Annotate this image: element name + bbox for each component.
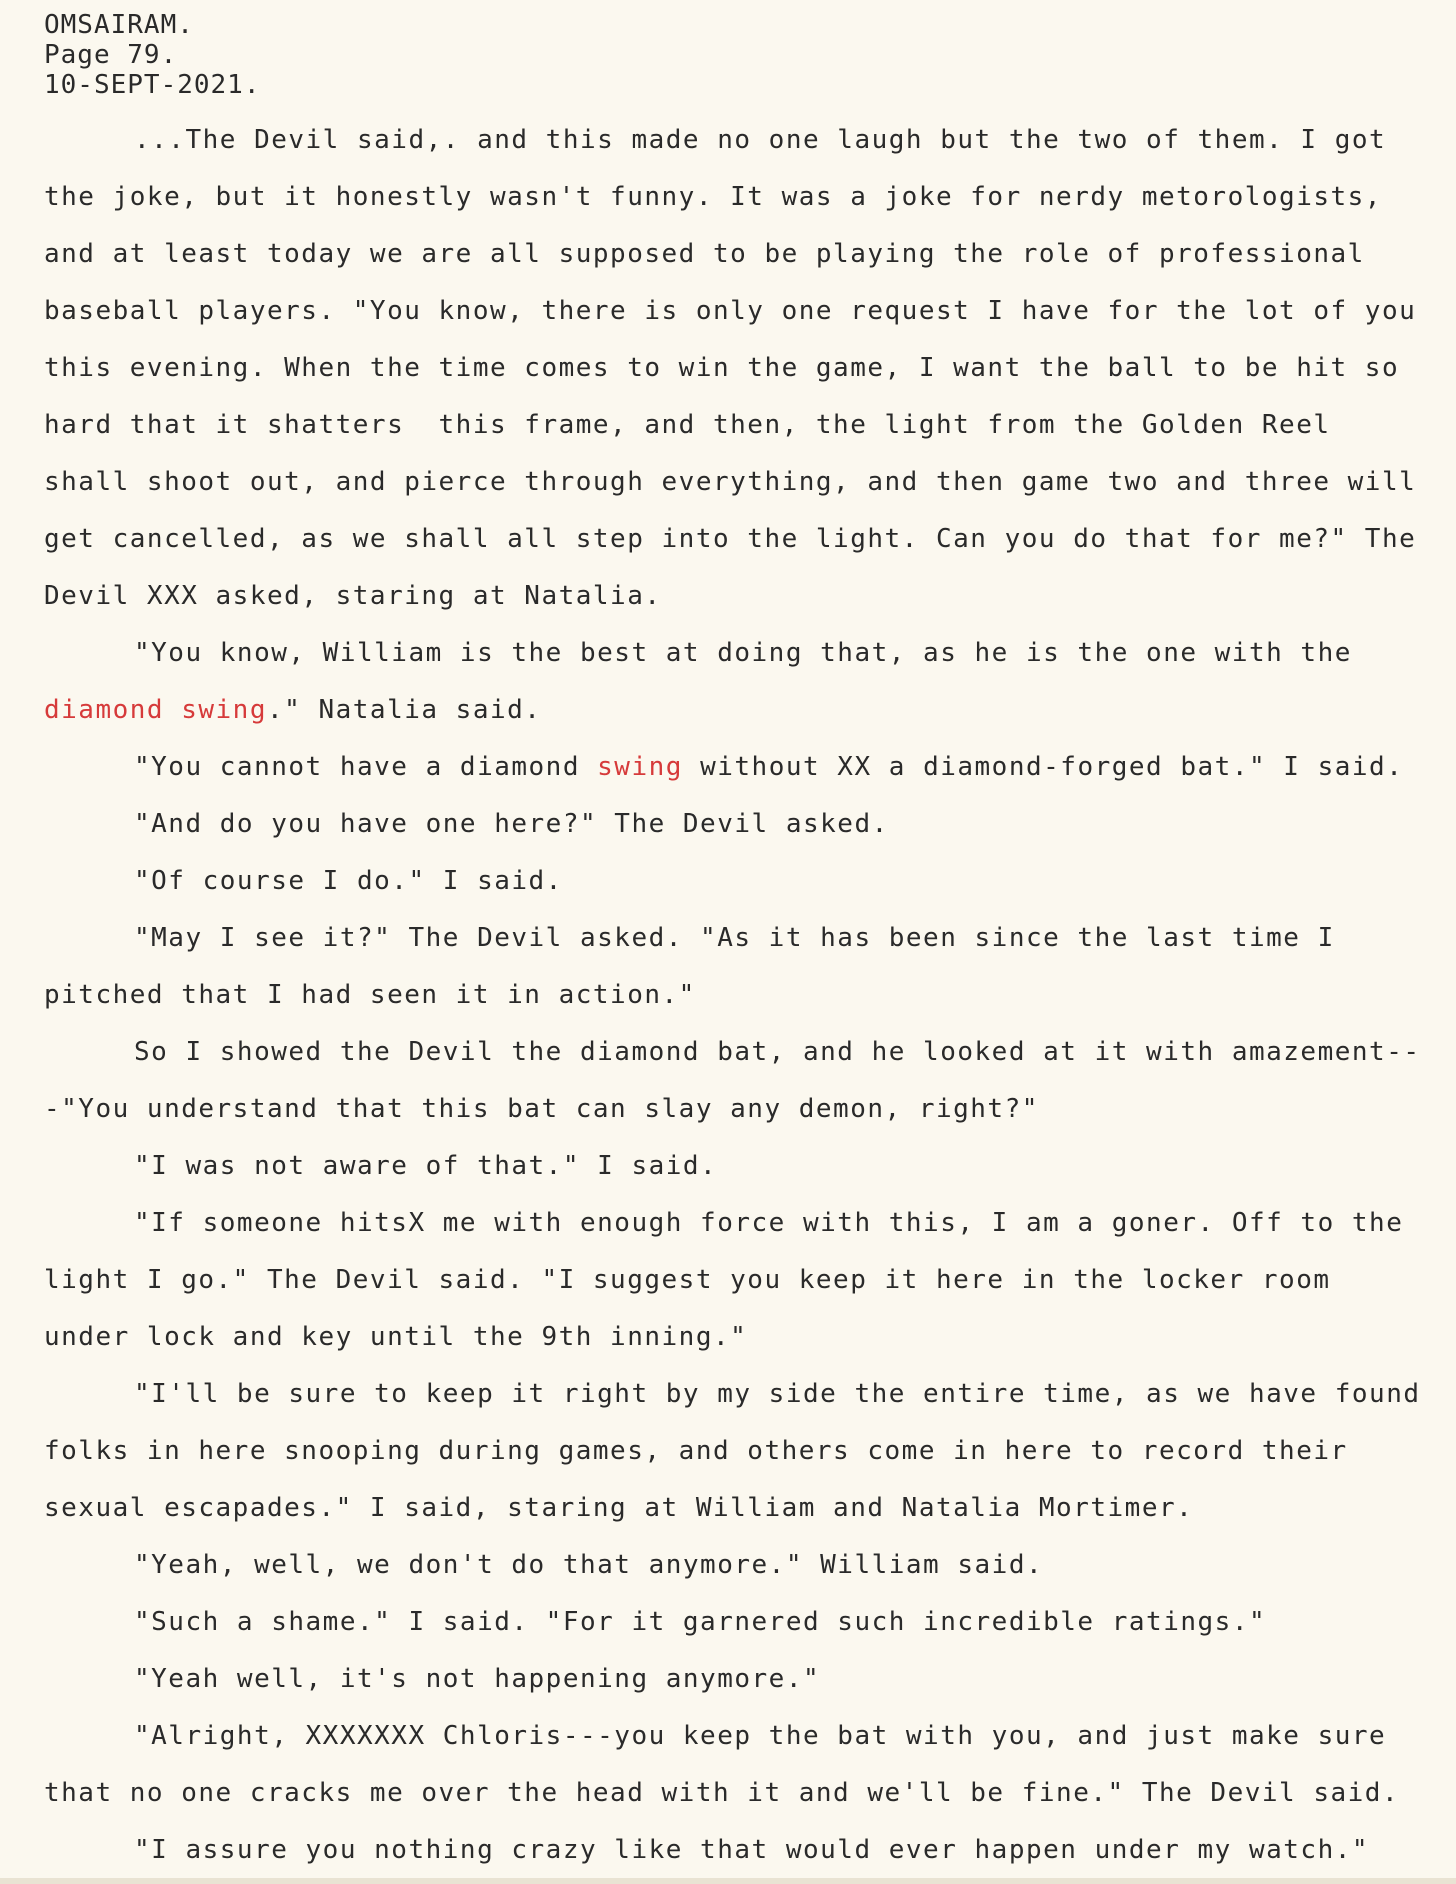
red-text-segment: diamond swing <box>44 695 267 725</box>
paragraph <box>44 1822 1424 1879</box>
text-segment: "May I see it?" The Devil asked. "As it has been since the last time I pitched that I had seen it in action." <box>44 923 1352 1010</box>
paragraph <box>44 1195 1424 1366</box>
text-segment: "And do you have one here?" The Devil asked. <box>134 809 889 839</box>
paragraph <box>44 739 1424 796</box>
paragraph <box>44 1651 1424 1708</box>
text-segment: without XX a diamond-forged bat." I said. <box>682 752 1404 782</box>
header-line-om-sairam: OMSAIRAM. <box>44 10 194 40</box>
text-segment: "I was not aware of that." I said. <box>134 1151 718 1181</box>
red-text-segment: swing <box>597 752 683 782</box>
paragraph <box>44 112 1434 625</box>
text-segment: "I'll be sure to keep it right by my side the entire time, as we have found folks in here snooping during games, and others come in here to record their sexual escapades." I said, staring at William and Natalia Mortimer. <box>44 1379 1438 1523</box>
text-segment: "Of course I do." I said. <box>134 866 563 896</box>
text-segment: So I showed the Devil the diamond bat, and he looked at it with amazement---"You understand that this bat can slay any demon, right?" <box>44 1037 1421 1124</box>
text-segment: "I assure you nothing crazy like that would ever happen under my watch." <box>134 1835 1370 1865</box>
paragraph <box>44 853 1424 910</box>
text-segment: "Such a shame." I said. "For it garnered such incredible ratings." <box>134 1607 1267 1637</box>
paragraph <box>44 1024 1424 1138</box>
text-segment: ...The Devil said,. and this made no one laugh but the two of them. I got the joke, but it honestly wasn't funny. It was a joke for nerdy metorologists, and at least today we are all supposed to be playing the role of professional baseball players. "You know, there is only one request I have for the lot of you this evening. When the time comes to win the game, I want the ball to be hit so hard that it shatters this frame, and then, the light from the Golden Reel shall shoot out, and pierce through everything, and then game two and three will get cancelled, as we shall all step into the light. Can you do that for me?" The Devil XXX asked, staring at Natalia. <box>44 125 1434 611</box>
text-segment: "Alright, XXXXXXX Chloris---you keep the bat with you, and just make sure that no one cracks me over the head with it and we'll be fine." The Devil said. <box>44 1721 1404 1808</box>
text-segment: ." Natalia said. <box>267 695 542 725</box>
paragraph <box>44 910 1424 1024</box>
header-line-date: 10-SEPT-2021. <box>44 70 261 100</box>
text-segment: "You cannot have a diamond <box>134 752 598 782</box>
paragraph <box>44 1594 1424 1651</box>
paragraph <box>44 625 1424 739</box>
page-bottom-edge <box>0 1878 1456 1884</box>
text-segment: "If someone hitsX me with enough force with this, I am a goner. Off to the light I go." The Devil said. "I suggest you keep it here in the locker room under lock and key until the 9th inning." <box>44 1208 1421 1352</box>
header-line-page-number: Page 79. <box>44 40 178 70</box>
paragraph <box>44 1138 1424 1195</box>
page-header <box>44 10 261 100</box>
paragraph <box>44 1708 1424 1822</box>
text-segment: "You know, William is the best at doing that, as he is the one with the <box>134 638 1370 668</box>
paragraph <box>44 796 1424 853</box>
text-segment: "Yeah, well, we don't do that anymore." William said. <box>134 1550 1044 1580</box>
paragraph <box>44 1537 1424 1594</box>
text-segment: "Yeah well, it's not happening anymore." <box>134 1664 821 1694</box>
manuscript-body <box>44 112 1438 1879</box>
paragraph <box>44 1366 1438 1537</box>
